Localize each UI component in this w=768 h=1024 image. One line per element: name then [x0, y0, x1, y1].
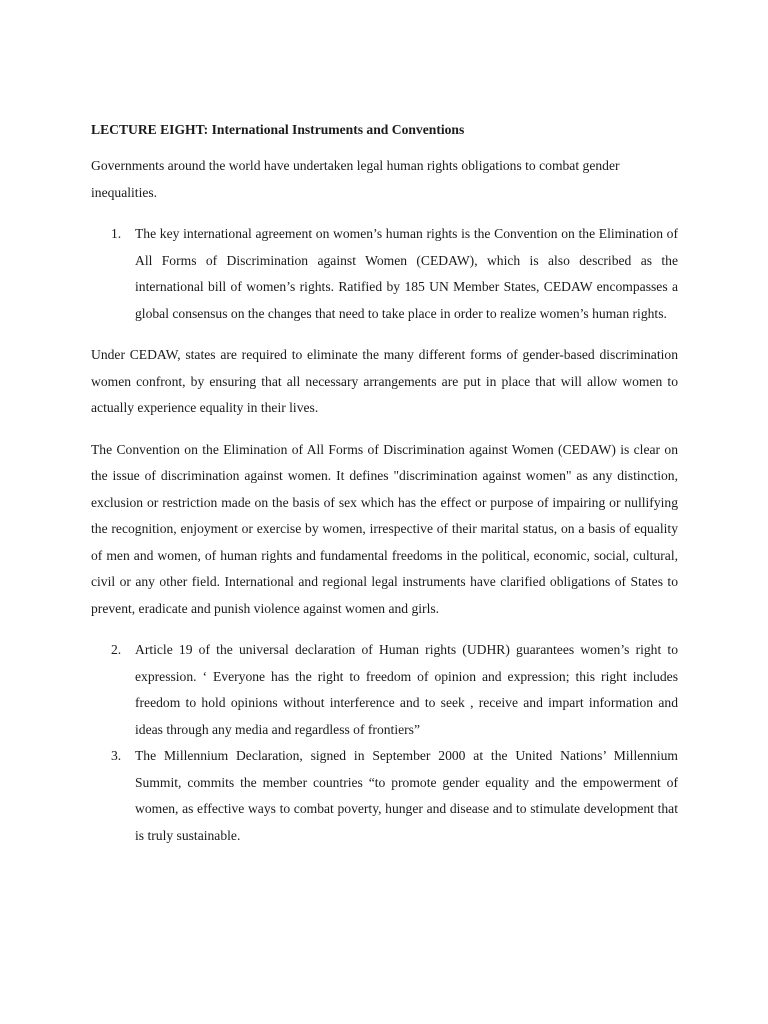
lecture-title: LECTURE EIGHT: International Instruments and Conventions	[91, 122, 465, 137]
list-text-1: The key international agreement on women’s human rights is the Convention on the Elimination of All Forms of Discrimination against Women (CEDAW), which is also described as the international bill of women’s rights. Ratified by 185 UN Member States, CEDAW encompasses a global consensus on the changes that need to take place in order to realize women’s human rights.	[135, 226, 678, 321]
list-item-3	[91, 743, 678, 849]
list-number-2: 2.	[111, 642, 122, 657]
document-body	[91, 117, 678, 864]
convention-paragraph: The Convention on the Elimination of All Forms of Discrimination against Women (CEDAW) is clear on the issue of discrimination against women. It defines "discrimination against women" as any distinction, exclusion or restriction made on the basis of sex which has the effect or purpose of impairing or nullifying the recognition, enjoyment or exercise by women, irrespective of their marital status, on a basis of equality of men and women, of human rights and fundamental freedoms in the political, economic, social, cultural, civil or any other field. International and regional legal instruments have clarified obligations of States to prevent, eradicate and punish violence against women and girls.	[91, 441, 678, 616]
list-item-1	[91, 221, 678, 327]
list-item-2	[91, 637, 678, 743]
list-number-3: 3.	[111, 748, 122, 763]
list-text-3: The Millennium Declaration, signed in September 2000 at the United Nations’ Millennium Summit, commits the member countries “to promote gender equality and the empowerment of women, as effective ways to combat poverty, hunger and disease and to stimulate development that is truly sustainable.	[135, 748, 678, 843]
list-text-2: Article 19 of the universal declaration of Human rights (UDHR) guarantees women’s right to expression. ‘ Everyone has the right to freedom of opinion and expression; this right includes freedom to hold opinions without interference and to seek , receive and impart information and ideas through any media and regardless of frontiers”	[135, 642, 678, 737]
intro-paragraph: Governments around the world have undertaken legal human rights obligations to combat gender inequalities.	[91, 158, 620, 200]
cedaw-paragraph: Under CEDAW, states are required to eliminate the many different forms of gender-based discrimination women confront, by ensuring that all necessary arrangements are put in place that will allow women to actually experience equality in their lives.	[91, 347, 678, 415]
list-number-1: 1.	[111, 226, 122, 241]
